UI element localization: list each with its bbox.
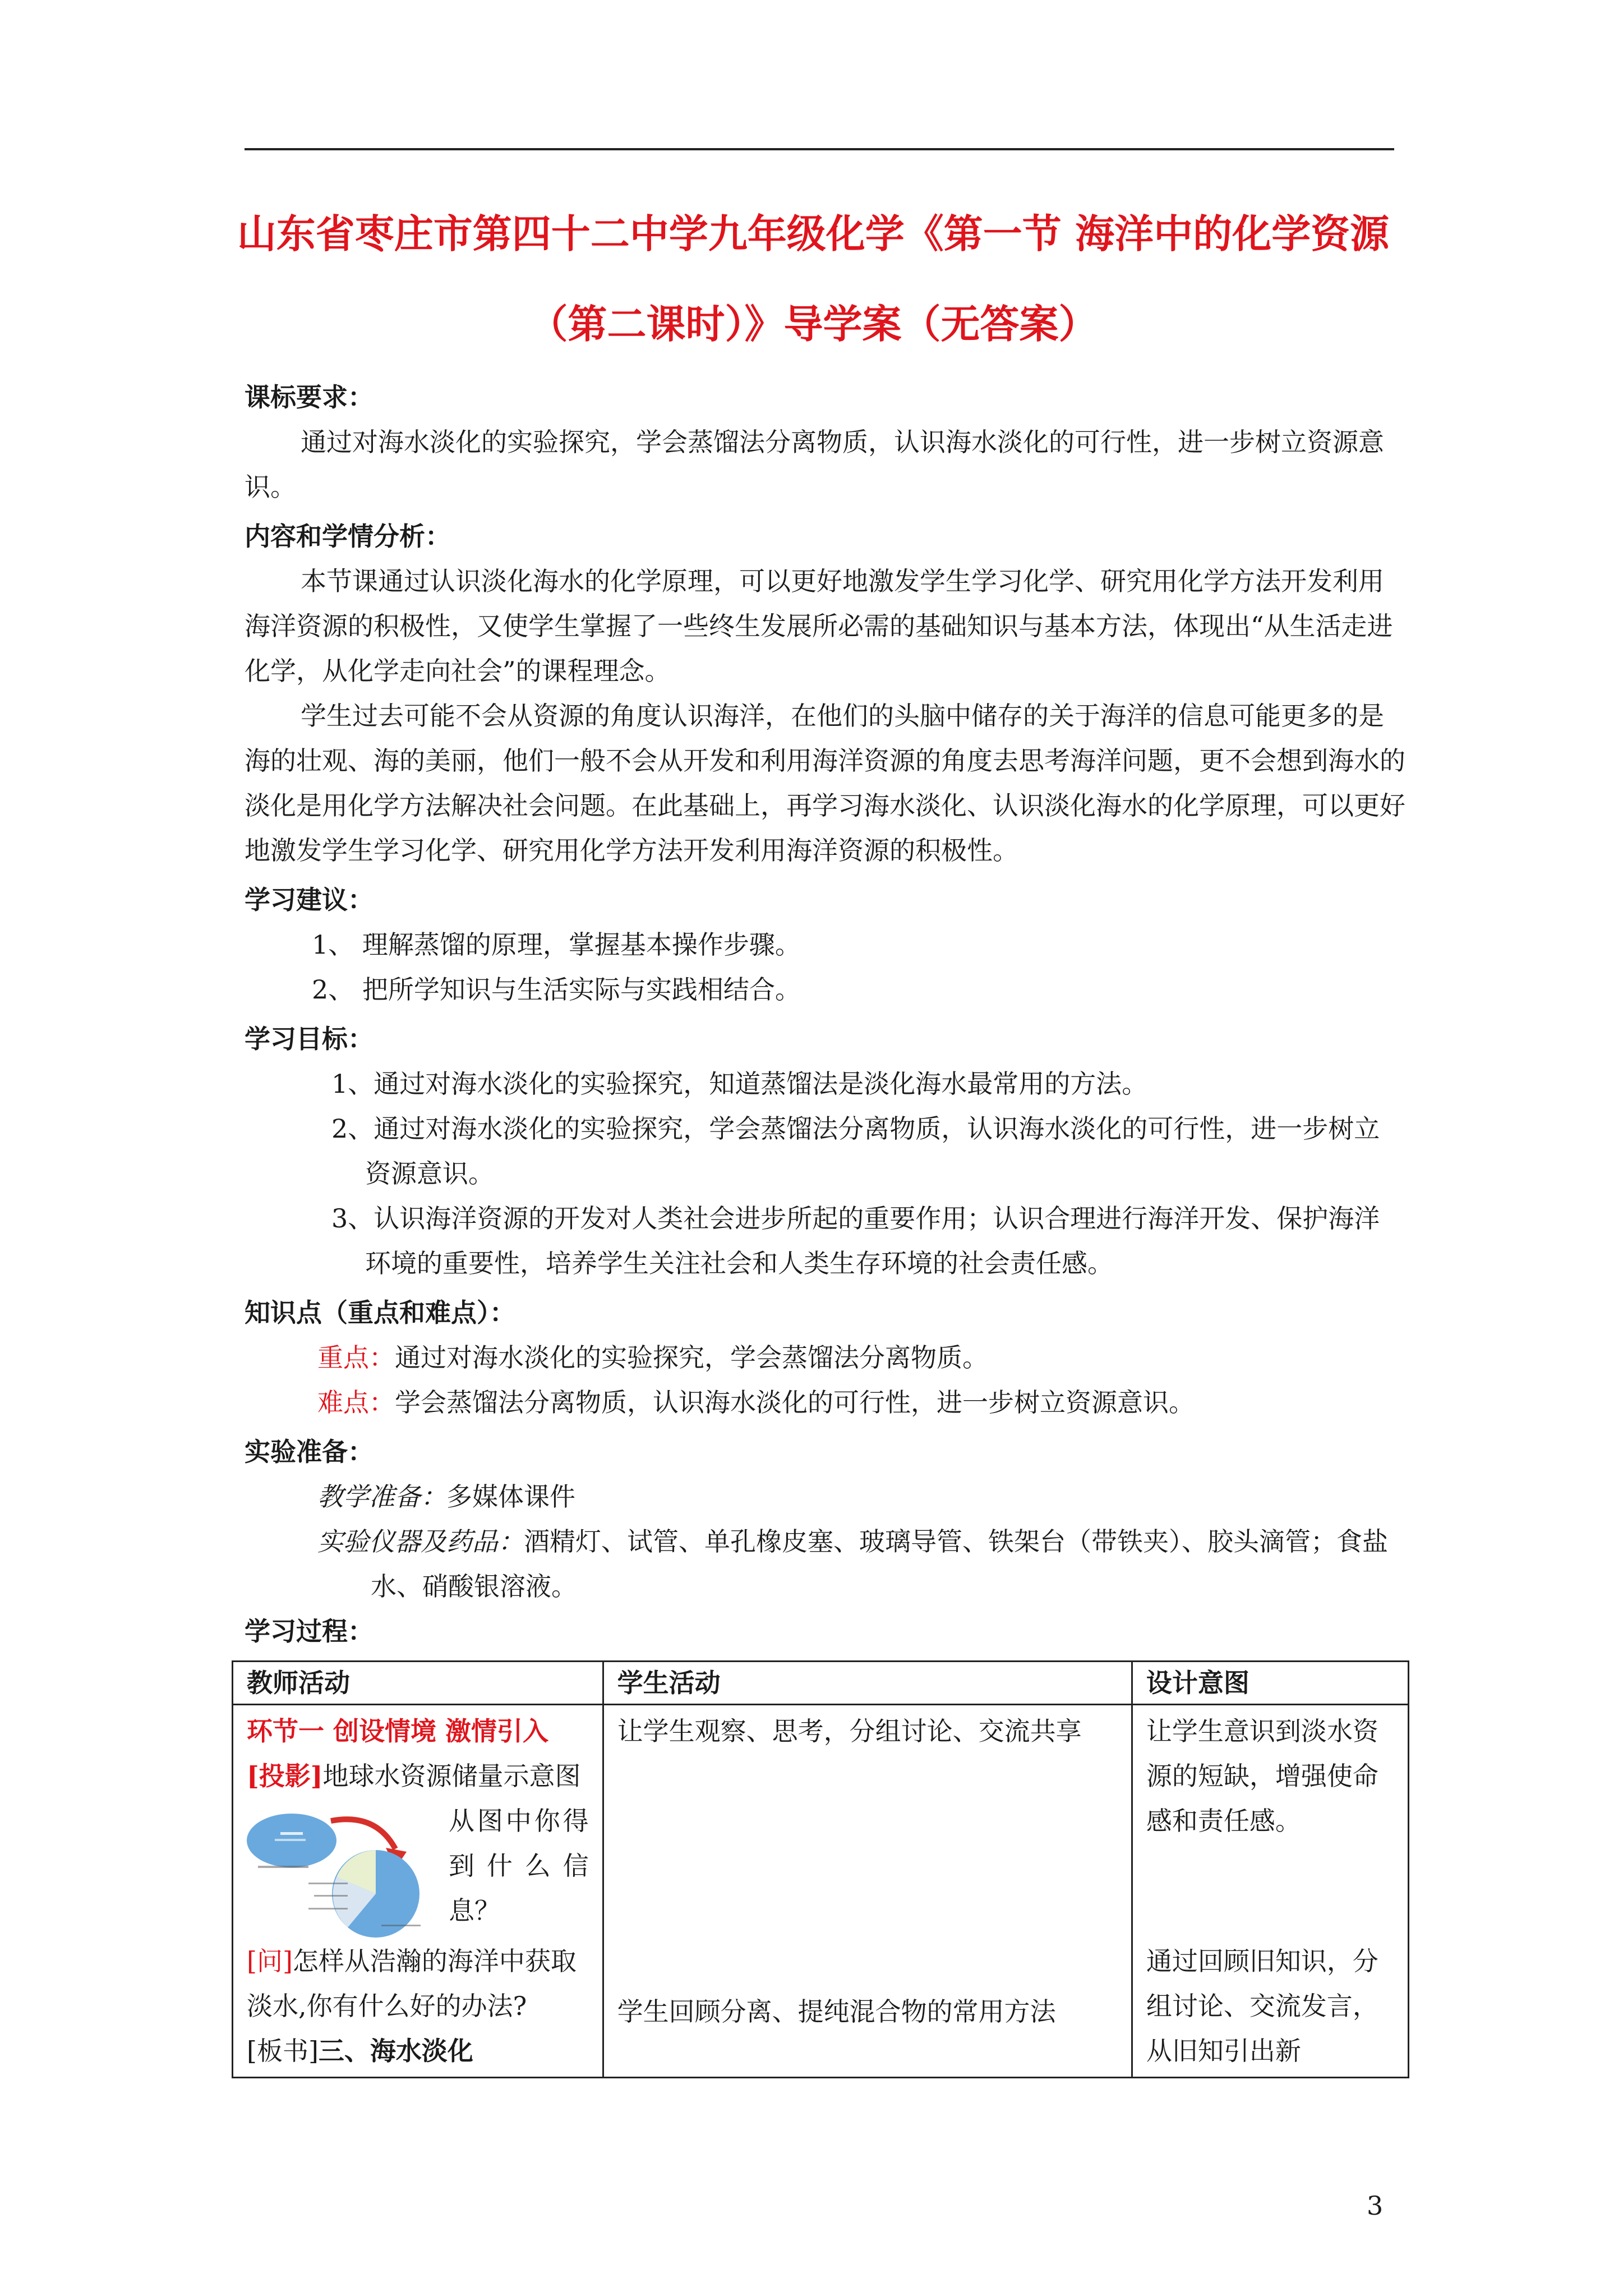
suggestion-item: 2、 把所学知识与生活实际与实践相结合。 — [312, 974, 801, 1005]
goal-item: 3、认识海洋资源的开发对人类社会进步所起的重要作用；认识合理进行海洋开发、保护海洋环境的重要性，培养学生关注社会和人类生存环境的社会责任感。 — [331, 1203, 1380, 1278]
design-d1: 让学生意识到淡水资源的短缺，增强使命感和责任感。 — [1146, 1716, 1378, 1836]
nan-text: 学会蒸馏法分离物质，认识海水淡化的可行性，进一步树立资源意识。 — [395, 1387, 1195, 1418]
title-line-1: 山东省枣庄市第四十二中学九年级化学《第一节 海洋中的化学资源 — [237, 210, 1390, 257]
equip-label: 实验仪器及药品： — [317, 1526, 524, 1557]
design-d2: 通过回顾旧知识，分组讨论、交流发言，从旧知引出新 — [1146, 1946, 1378, 2066]
title-line-2: （第二课时）》导学案（无答案） — [528, 301, 1098, 347]
equip-text: 酒精灯、试管、单孔橡皮塞、玻璃导管、铁架台（带铁夹）、胶头滴管；食盐水、硝酸银溶液。 — [371, 1526, 1388, 1602]
analysis-heading: 内容和学情分析： — [245, 521, 451, 551]
key-point-nan — [245, 1380, 1405, 1425]
suggestion-item: 1、 理解蒸馏的原理，掌握基本操作步骤。 — [312, 930, 801, 960]
table-row — [233, 1705, 1409, 2078]
touying-label: [投影] — [247, 1761, 323, 1791]
keypoints-heading: 知识点（重点和难点）： — [245, 1297, 515, 1328]
question-part: 从图中你得到什么信息？ — [449, 1806, 589, 1926]
teach-text: 多媒体课件 — [446, 1481, 575, 1512]
analysis-p2: 学生过去可能不会从资源的角度认识海洋，在他们的头脑中储存的关于海洋的信息可能更多的是海的壮观、海的美丽，他们一般不会从开发和利用海洋资源的角度去思考海洋问题，更不会想到海水的淡化是用化学方法解决社会问题。在此基础上，再学习海水淡化、认识淡化海水的化学原理，可以更好地激发学生学习化学、研究用化学方法开发利用海洋资源的积极性。 — [245, 701, 1405, 866]
wen-text: 怎样从浩瀚的海洋中获取淡水,你有什么好的办法? — [247, 1946, 577, 2021]
page-number: 3 — [1367, 2191, 1384, 2221]
header-student: 学生活动 — [603, 1662, 1132, 1705]
teach-label: 教学准备： — [317, 1481, 446, 1512]
touying-line — [247, 1754, 589, 1798]
header-teacher: 教师活动 — [233, 1662, 603, 1705]
prep-teach — [245, 1474, 1405, 1519]
water-resource-pie-image — [247, 1798, 449, 1939]
kebiao-text: 通过对海水淡化的实验探究，学会蒸馏法分离物质，认识海水淡化的可行性，进一步树立资源意识。 — [245, 427, 1384, 502]
zhong-text: 通过对海水淡化的实验探究，学会蒸馏法分离物质。 — [395, 1342, 988, 1373]
student-s2: 学生回顾分离、提纯混合物的常用方法 — [617, 1996, 1056, 2027]
prep-equip — [245, 1519, 1405, 1609]
table-header-row — [233, 1662, 1409, 1705]
goal-item: 2、通过对海水淡化的实验探究，学会蒸馏法分离物质，认识海水淡化的可行性，进一步树立资源意识。 — [331, 1114, 1380, 1189]
header-rule — [245, 148, 1394, 150]
nan-label: 难点： — [317, 1387, 395, 1418]
goals-heading: 学习目标： — [245, 1024, 374, 1054]
red-arrow — [331, 1819, 395, 1849]
key-point-zhong — [245, 1335, 1405, 1380]
cell-student — [603, 1705, 1132, 2078]
banshu-text: 三、海水淡化 — [318, 2036, 473, 2066]
cell-design — [1132, 1705, 1408, 2078]
link1-title: 环节一 创设情境 激情引入 — [247, 1716, 549, 1746]
touying-text: 地球水资源储量示意图 — [322, 1761, 581, 1791]
header-design: 设计意图 — [1132, 1662, 1408, 1705]
prep-heading: 实验准备： — [245, 1437, 374, 1467]
body-content — [245, 375, 1405, 1654]
zhong-label: 重点： — [317, 1342, 395, 1373]
analysis-p1: 本节课通过认识淡化海水的化学原理，可以更好地激发学生学习化学、研究用化学方法开发利用海洋资源的积极性，又使学生掌握了一些终生发展所必需的基础知识与基本方法，体现出“从生活走进化学，从化学走向社会”的课程理念。 — [245, 566, 1393, 686]
banshu-label: [板书] — [247, 2036, 319, 2066]
wen-line — [247, 1939, 589, 2028]
figure-row — [247, 1798, 589, 1939]
cell-teacher — [233, 1705, 603, 2078]
suggestions-heading: 学习建议： — [245, 885, 374, 915]
process-table — [232, 1660, 1409, 2078]
kebiao-heading: 课标要求： — [245, 382, 374, 412]
student-s1: 让学生观察、思考，分组讨论、交流共享 — [617, 1716, 1082, 1746]
goal-item: 1、通过对海水淡化的实验探究，知道蒸馏法是淡化海水最常用的方法。 — [331, 1069, 1148, 1099]
process-heading: 学习过程： — [245, 1616, 374, 1646]
wen-label: [问] — [247, 1946, 293, 1976]
banshu-line — [247, 2028, 589, 2073]
